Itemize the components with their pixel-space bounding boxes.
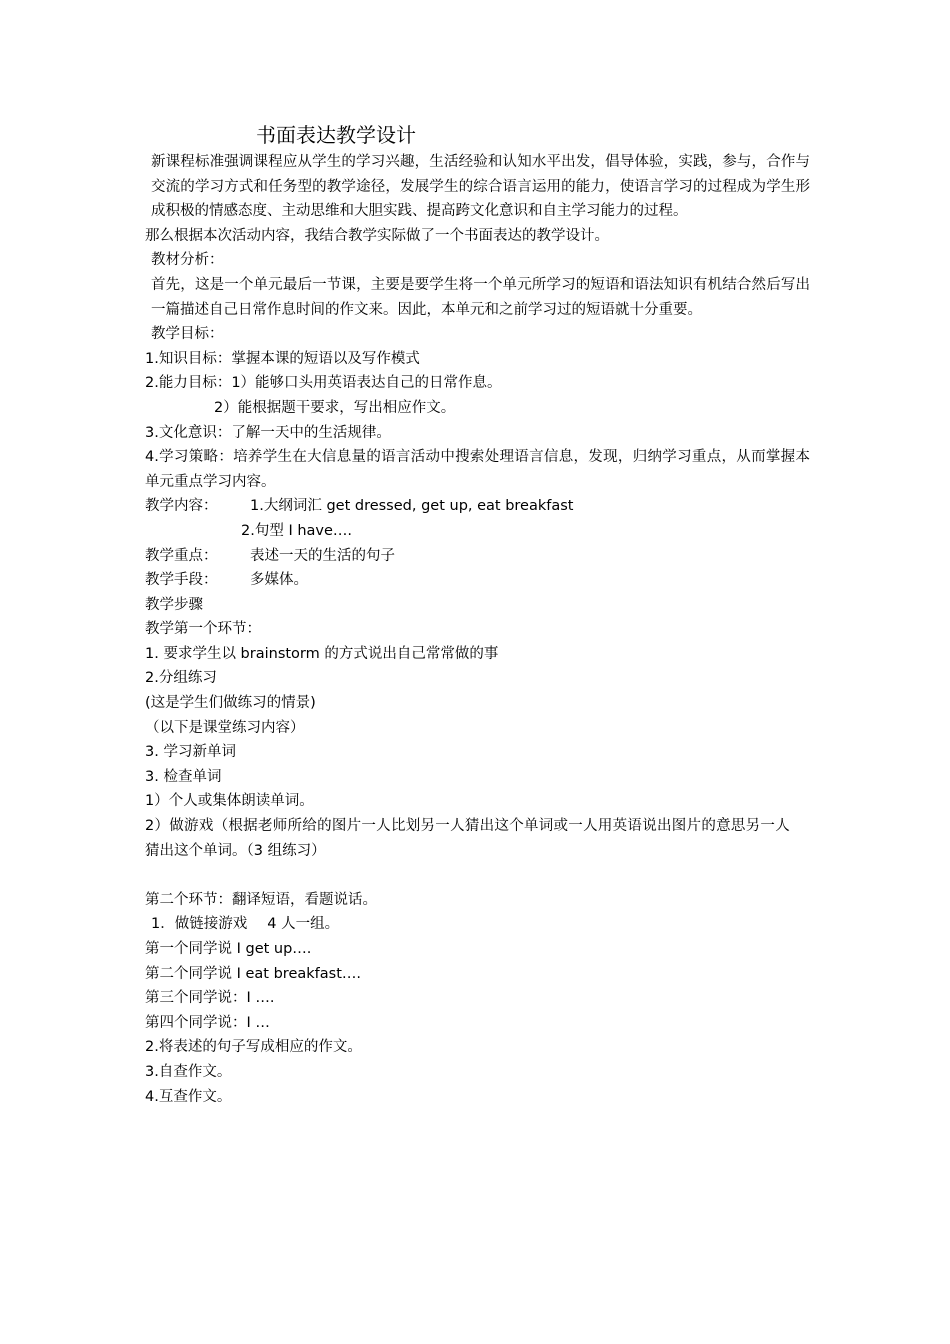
steps-heading: 教学步骤: [145, 596, 203, 613]
content-item: 1.大纲词汇 get dressed, get up, eat breakfast: [250, 498, 574, 515]
stage1-item: 3. 检查单词: [145, 768, 222, 785]
means-row: [145, 568, 810, 593]
stage1-item: 3. 学习新单词: [145, 744, 236, 761]
focus-label: 教学重点：: [145, 547, 218, 564]
stage2-item: 2.将表述的句子写成相应的作文。: [145, 1039, 362, 1056]
goal-item: 3.文化意识：了解一天中的生活规律。: [145, 424, 391, 441]
content-label: 教学内容：: [145, 498, 218, 515]
stage1-item: （以下是课堂练习内容）: [145, 719, 305, 736]
analysis-paragraph: 首先，这是一个单元最后一节课，主要是要学生将一个单元所学习的短语和语法知识有机结合然后写出一篇描述自己日常作息时间的作文来。因此，本单元和之前学习过的短语就十分重要。: [151, 276, 810, 318]
stage1-item: 2.分组练习: [145, 670, 217, 687]
intro-paragraph: 新课程标准强调课程应从学生的学习兴趣，生活经验和认知水平出发，倡导体验，实践，参与，合作与交流的学习方式和任务型的教学途径，发展学生的综合语言运用的能力，使语言学习的过程成为学生形成积极的情感态度、主动思维和大胆实践、提高跨文化意识和自主学习能力的过程。: [151, 154, 810, 220]
goal-item: 2.能力目标：1）能够口头用英语表达自己的日常作息。: [145, 375, 502, 392]
stage2-item-text: 4 人一组。: [267, 916, 340, 933]
stage2-item: 第四个同学说：I …: [145, 1014, 270, 1031]
stage2-heading: 第二个环节：翻译短语，看题说话。: [145, 891, 377, 908]
stage1-item-text: 2）做游戏（根据老师所给的图片一人比划另一人猜出这个单词或一人用英语说出图片的意思另一人: [145, 818, 790, 835]
means-label: 教学手段：: [145, 572, 218, 589]
means-value: 多媒体。: [250, 572, 308, 589]
blank-line: [145, 863, 810, 888]
stage2-item: 第二个同学说 I eat breakfast….: [145, 965, 361, 982]
stage2-item: 第三个同学说：I ….: [145, 990, 275, 1007]
stage2-item: 4.互查作文。: [145, 1088, 232, 1105]
stage1-item-text: 猜出这个单词。（3 组练习）: [145, 842, 326, 859]
goals-heading: 教学目标：: [151, 326, 224, 343]
document-body: [145, 150, 810, 1109]
stage2-item: [145, 912, 810, 937]
goal-item: 1.知识目标：掌握本课的短语以及写作模式: [145, 350, 420, 367]
lead-paragraph: 那么根据本次活动内容，我结合教学实际做了一个书面表达的教学设计。: [145, 227, 609, 244]
stage1-item: 1. 要求学生以 brainstorm 的方式说出自己常常做的事: [145, 645, 499, 662]
stage2-item: 3.自查作文。: [145, 1063, 232, 1080]
content-row: [145, 519, 810, 544]
stage1-item: (这是学生们做练习的情景): [145, 695, 316, 712]
content-row: [145, 494, 810, 519]
stage2-item: 第一个同学说 I get up….: [145, 941, 312, 957]
stage1-item: 1）个人或集体朗读单词。: [145, 793, 314, 810]
stage1-heading: 教学第一个环节：: [145, 621, 261, 638]
stage2-item-text: 1．做链接游戏: [151, 916, 248, 933]
focus-value: 表述一天的生活的句子: [250, 547, 395, 564]
goal-item: 4.学习策略：培养学生在大信息量的语言活动中搜索处理语言信息，发现，归纳学习重点，从而掌握本单元重点学习内容。: [145, 449, 810, 490]
goal-subitem: 2）能根据题干要求，写出相应作文。: [214, 399, 456, 416]
analysis-heading: 教材分析：: [151, 252, 224, 269]
content-item: 2.句型 I have….: [241, 522, 353, 539]
stage1-item: [145, 814, 810, 863]
focus-row: [145, 544, 810, 569]
document-title: 书面表达教学设计: [256, 123, 416, 147]
